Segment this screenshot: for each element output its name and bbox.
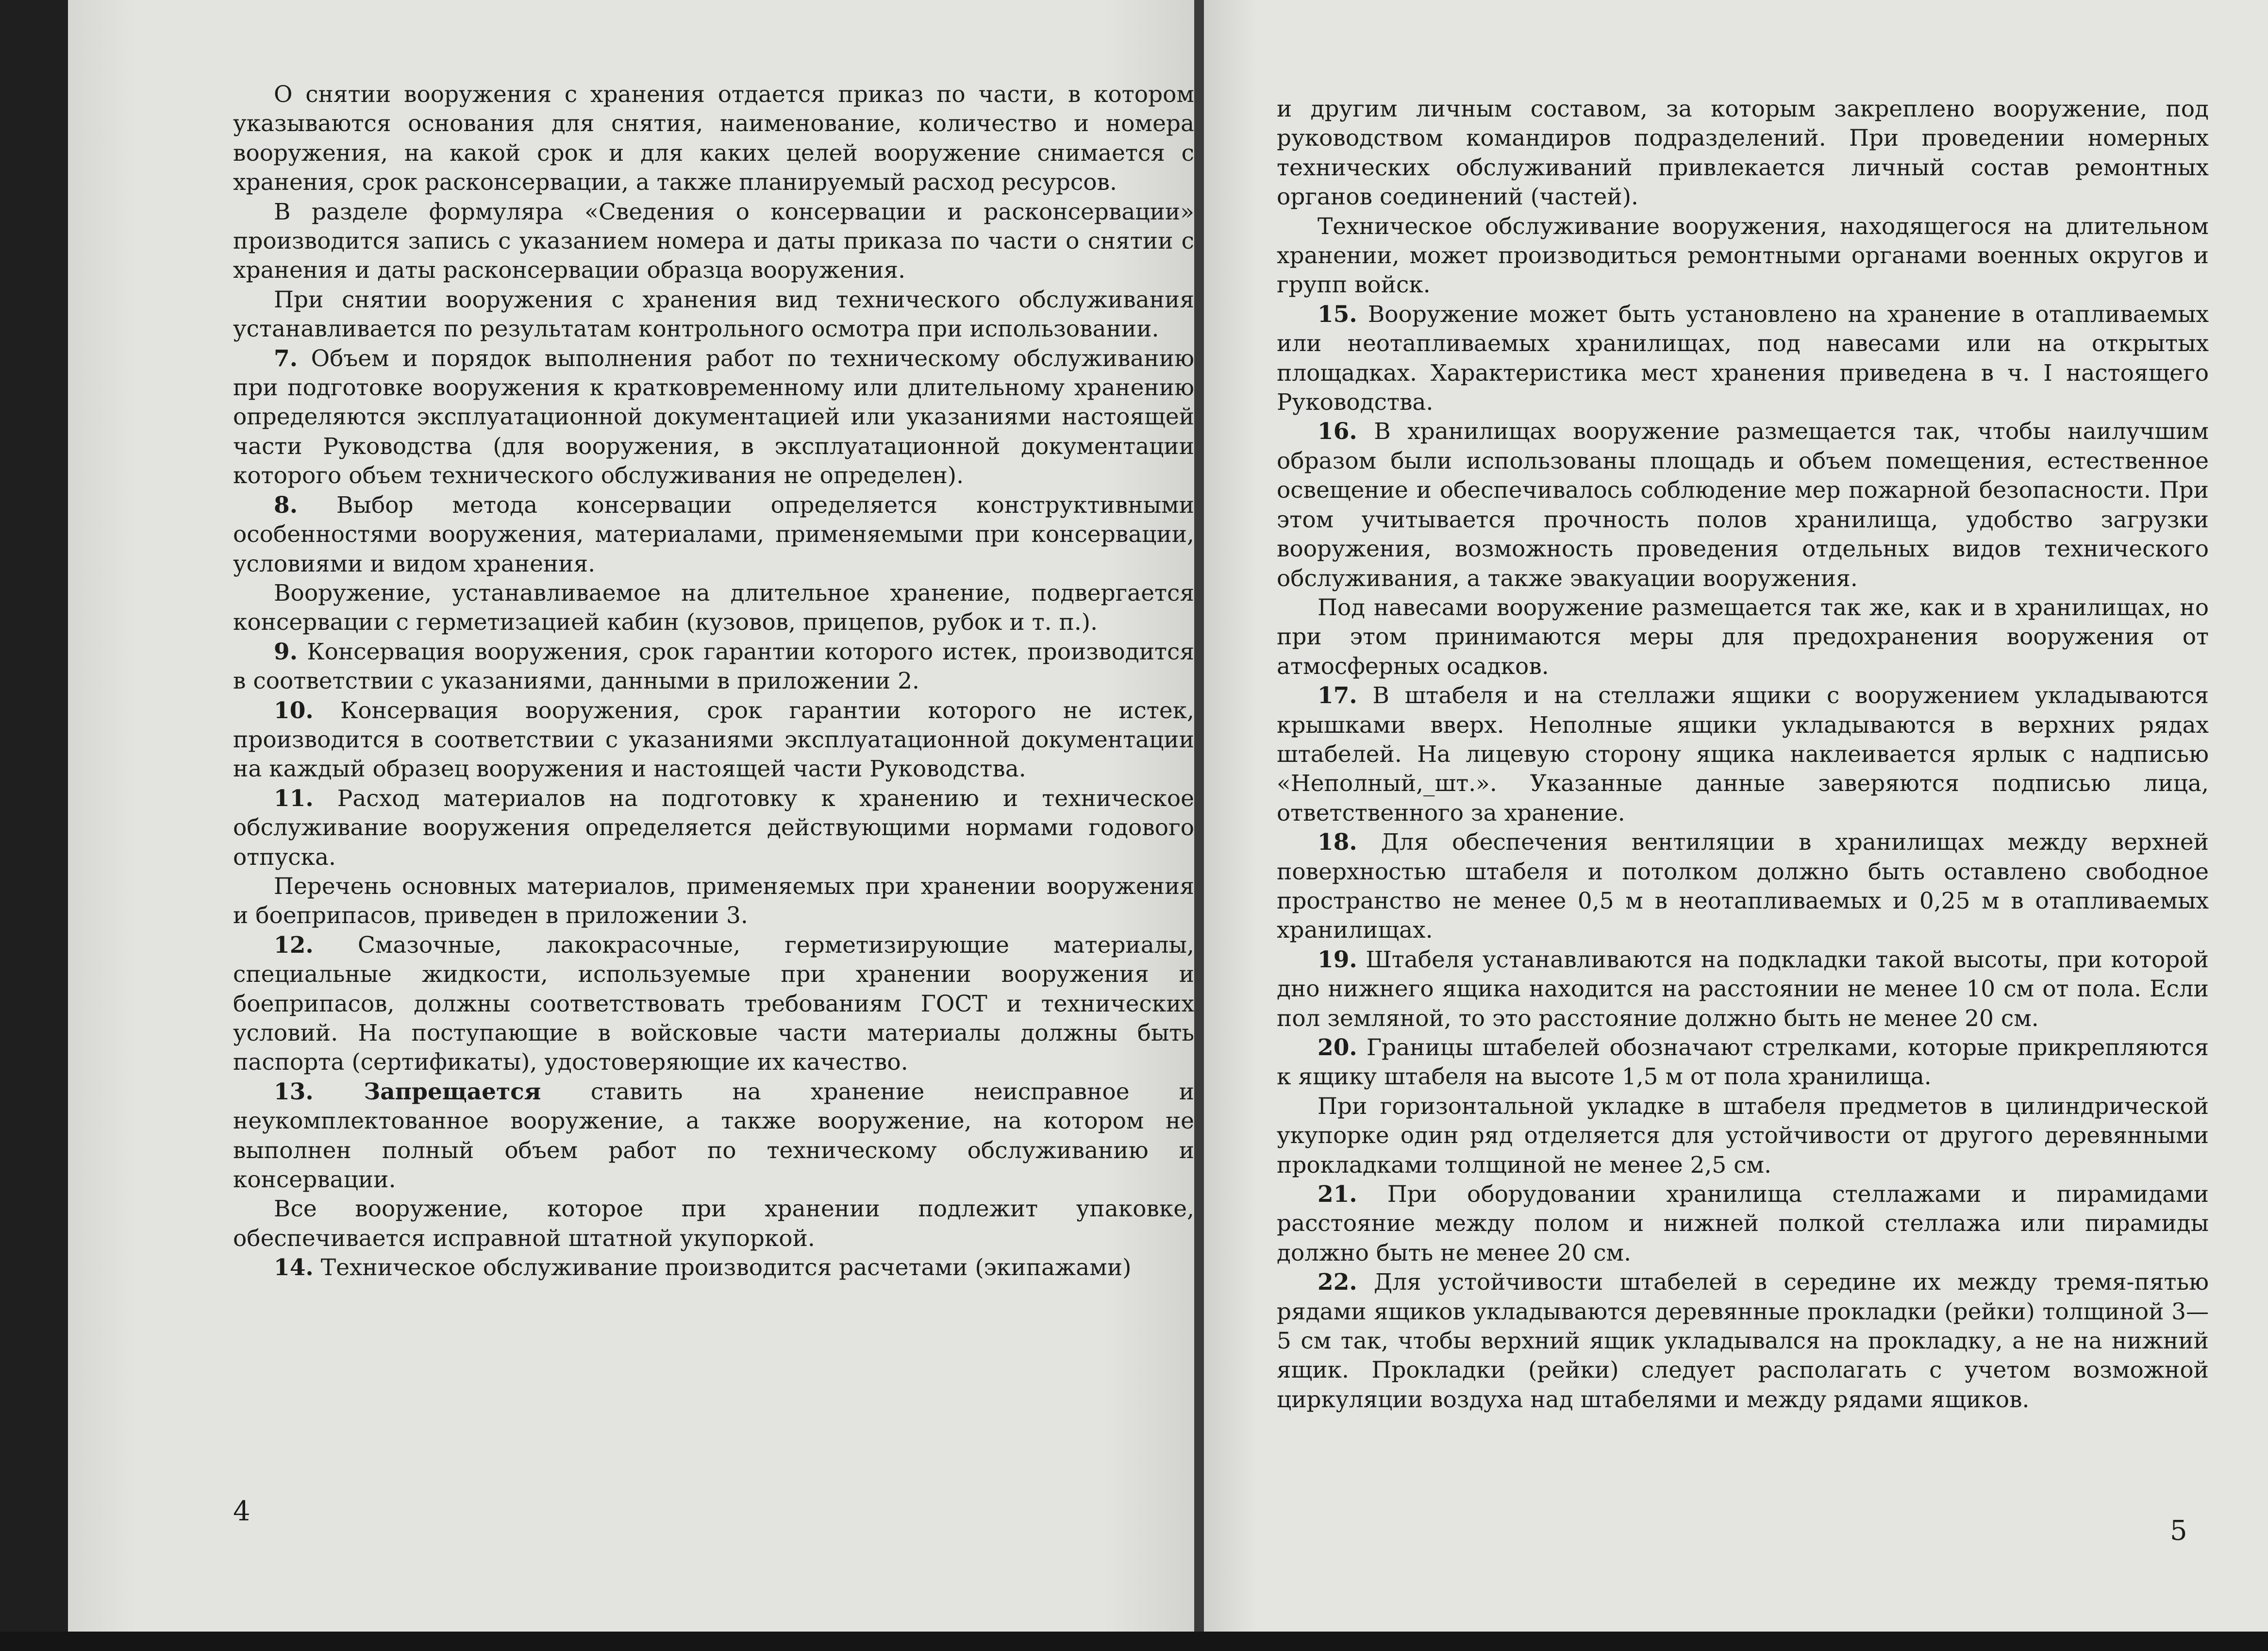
- paragraph: и другим личным составом, за которым закреплено вооружение, под руководством командиров подразделений. При проведении номерных технических обслуживаний привлекается личный состав ремонтных органов соединений (частей).: [1277, 96, 2209, 211]
- paragraph: При горизонтальной укладке в штабеля предметов в цилиндрической укупорке один ряд отделяется для устойчивости от другого деревянными прокладками толщиной не менее 2,5 см.: [1277, 1093, 2209, 1179]
- paragraph: 14. Техническое обслуживание производится расчетами (экипажами): [274, 1254, 1132, 1281]
- paragraph: 8. Выбор метода консервации определяется конструктивными особенностями вооружения, материалами, применяемыми при консервации, условиями и видом хранения.: [233, 491, 1194, 577]
- left-page-text: [233, 80, 1194, 1283]
- paragraph: 9. Консервация вооружения, срок гарантии которого истек, производится в соответствии с указаниями, данными в приложении 2.: [233, 638, 1194, 695]
- paragraph: Вооружение, устанавливаемое на длительное хранение, подвергается консервации с герметизацией кабин (кузовов, прицепов, рубок и т. п.).: [233, 579, 1194, 636]
- paragraph: 12. Смазочные, лакокрасочные, герметизирующие материалы, специальные жидкости, используемые при хранении вооружения и боеприпасов, должны соответствовать требованиям ГОСТ и технических условий. На поступающие в войсковые части материалы должны быть паспорта (сертификаты), удостоверяющие их качество.: [233, 931, 1194, 1076]
- page-number: 5: [2170, 1515, 2187, 1547]
- paragraph: О снятии вооружения с хранения отдается приказ по части, в котором указываются основания для снятия, наименование, количество и номера вооружения, на какой срок и для каких целей вооружение снимается с хранения, срок расконсервации, а также планируемый расход ресурсов.: [233, 81, 1194, 196]
- paragraph: 15. Вооружение может быть установлено на хранение в отапливаемых или неотапливаемых хранилищах, под навесами или на открытых площадках. Характеристика мест хранения приведена в ч. I настоящего Руководства.: [1277, 301, 2209, 416]
- paragraph: Под навесами вооружение размещается так же, как и в хранилищах, но при этом принимаются меры для предохранения вооружения от атмосферных осадков.: [1277, 594, 2209, 680]
- paragraph: 16. В хранилищах вооружение размещается так, чтобы наилучшим образом были использованы площадь и объем помещения, естественное освещение и обеспечивалось соблюдение мер пожарной безопасности. При этом учитывается прочность полов хранилища, удобство загрузки вооружения, возможность проведения отдельных видов технического обслуживания, а также эвакуации вооружения.: [1277, 418, 2209, 592]
- paragraph: 21. При оборудовании хранилища стеллажами и пирамидами расстояние между полом и нижней полкой стеллажа или пирамиды должно быть не менее 20 см.: [1277, 1181, 2209, 1266]
- paragraph: 10. Консервация вооружения, срок гарантии которого не истек, производится в соответствии с указаниями эксплуатационной документации на каждый образец вооружения и настоящей части Руководства.: [233, 697, 1194, 783]
- paragraph: При снятии вооружения с хранения вид технического обслуживания устанавливается по результатам контрольного осмотра при использовании.: [233, 286, 1194, 343]
- paragraph: Все вооружение, которое при хранении подлежит упаковке, обеспечивается исправной штатной укупоркой.: [233, 1196, 1194, 1252]
- paragraph: 7. Объем и порядок выполнения работ по техническому обслуживанию при подготовке вооружения к кратковременному или длительному хранению определяются эксплуатационной документацией или указаниями настоящей части Руководства (для вооружения, в эксплуатационной документации которого объем технического обслуживания не определен).: [233, 345, 1194, 489]
- page-number: 4: [233, 1496, 250, 1527]
- paragraph: Перечень основных материалов, применяемых при хранении вооружения и боеприпасов, приведен в приложении 3.: [233, 873, 1194, 929]
- paragraph: 20. Границы штабелей обозначают стрелками, которые прикрепляются к ящику штабеля на высоте 1,5 м от пола хранилища.: [1277, 1034, 2209, 1091]
- paragraph: 17. В штабеля и на стеллажи ящики с вооружением укладываются крышками вверх. Неполные ящики укладываются в верхних рядах штабелей. На лицевую сторону ящика наклеивается ярлык с надписью «Неполный,_шт.». Указанные данные заверяются подписью лица, ответственного за хранение.: [1277, 682, 2209, 826]
- paragraph: 13. Запрещается ставить на хранение неисправное и неукомплектованное вооружение, а также вооружение, на котором не выполнен полный объем работ по техническому обслуживанию и консервации.: [233, 1078, 1194, 1194]
- paragraph: 22. Для устойчивости штабелей в середине их между тремя-пятью рядами ящиков укладываются деревянные прокладки (рейки) толщиной 3—5 см так, чтобы верхний ящик укладывался на прокладку, а не на нижний ящик. Прокладки (рейки) следует располагать с учетом возможной циркуляции воздуха над штабелями и между рядами ящиков.: [1277, 1269, 2209, 1413]
- paragraph: 19. Штабеля устанавливаются на подкладки такой высоты, при которой дно нижнего ящика находится на расстоянии не менее 10 см от пола. Если пол земляной, то это расстояние должно быть не менее 20 см.: [1277, 946, 2209, 1032]
- paragraph: Техническое обслуживание вооружения, находящегося на длительном хранении, может производиться ремонтными органами военных округов и групп войск.: [1277, 213, 2209, 299]
- left-page: [68, 0, 1194, 1632]
- right-page-text: [1277, 95, 2209, 1415]
- right-page: [1204, 0, 2268, 1632]
- book-gutter: [1194, 0, 1204, 1632]
- scan-edge: [0, 1632, 2268, 1651]
- paragraph: В разделе формуляра «Сведения о консервации и расконсервации» производится запись с указанием номера и даты приказа по части о снятии с хранения и даты расконсервации образца вооружения.: [233, 198, 1194, 284]
- paragraph: 18. Для обеспечения вентиляции в хранилищах между верхней поверхностью штабеля и потолком должно быть оставлено свободное пространство не менее 0,5 м в неотапливаемых и 0,25 м в отапливаемых хранилищах.: [1277, 829, 2209, 944]
- paragraph: 11. Расход материалов на подготовку к хранению и техническое обслуживание вооружения определяется действующими нормами годового отпуска.: [233, 785, 1194, 871]
